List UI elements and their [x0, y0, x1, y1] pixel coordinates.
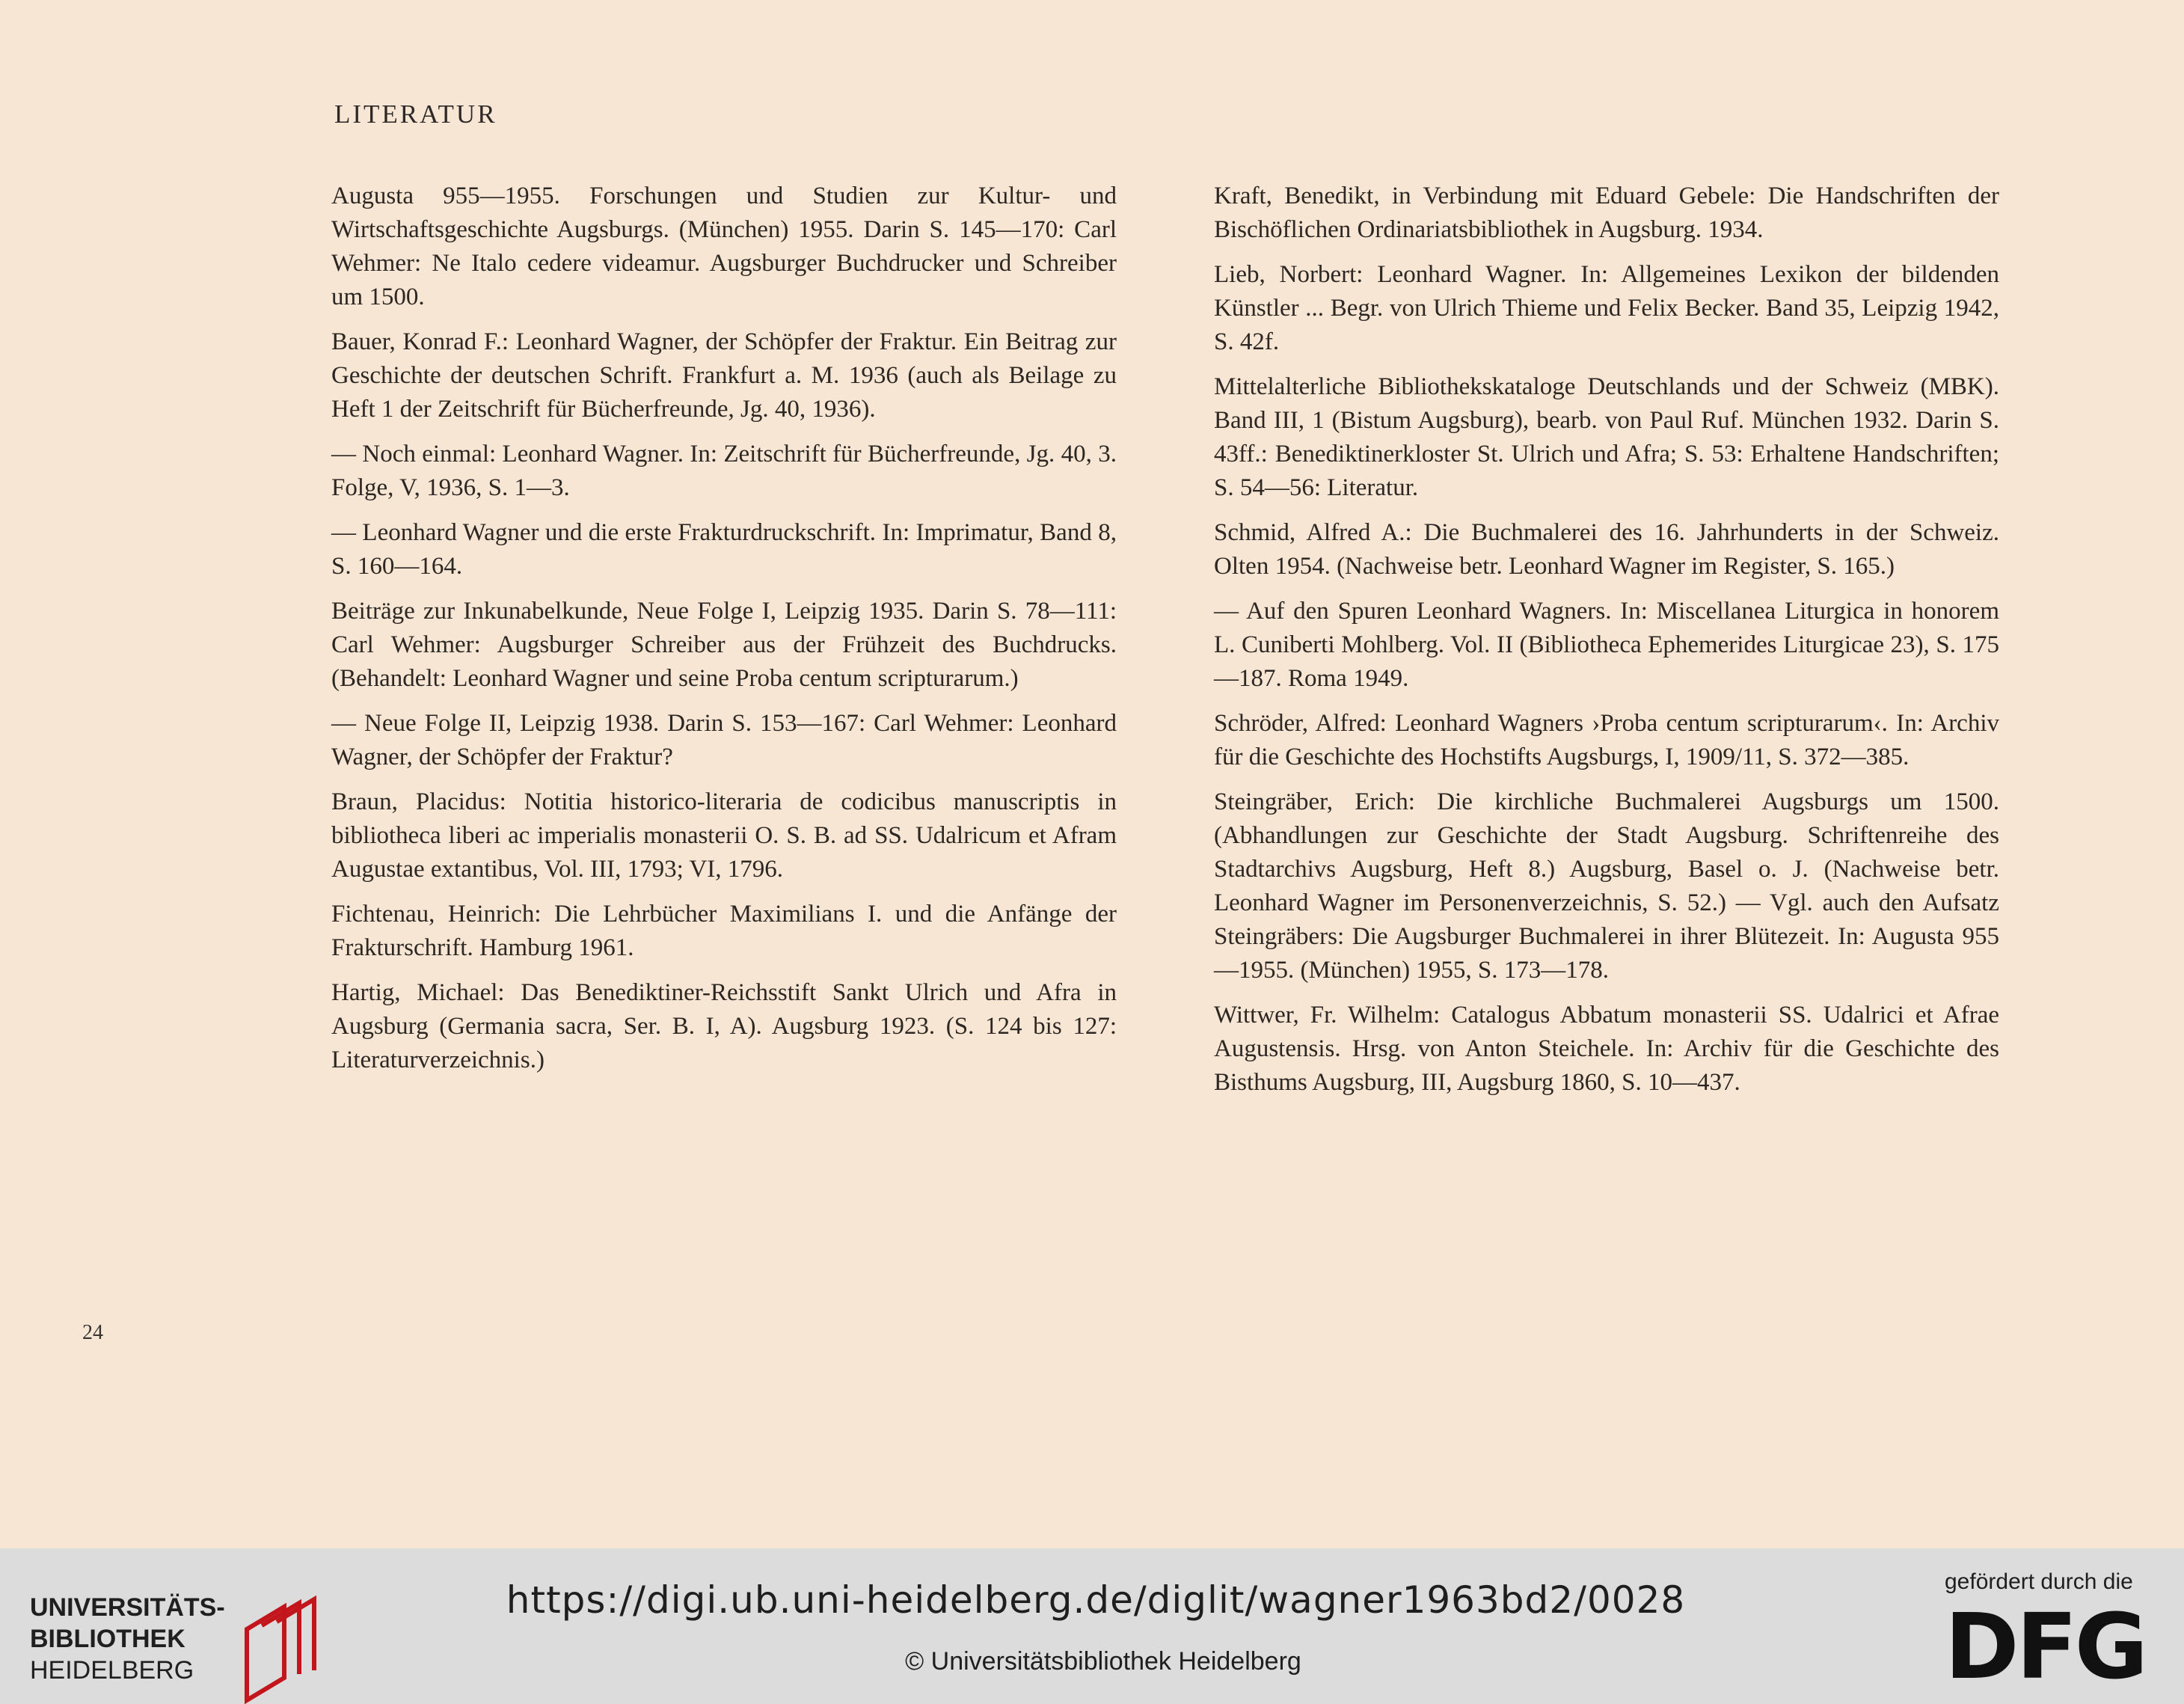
library-name-line3: HEIDELBERG: [30, 1656, 194, 1685]
bibliography-entry: Steingräber, Erich: Die kirchliche Buchmalerei Augsburgs um 1500. (Abhandlungen zur Geschichte der Stadt Augsburg. Schriftenreihe des Stadtarchivs Augsburg, Heft 8.) Augsburg, Basel o. J. (Nachweise betr. Leonhard Wagner im Personenverzeichnis, S. 52.) — Vgl. auch den Aufsatz Steingräbers: Die Augsburger Buchmalerei in ihrer Blütezeit. In: Augusta 955—1955. (München) 1955, S. 173—178.: [1214, 788, 1999, 984]
bibliography-entry: Mittelalterliche Bibliothekskataloge Deutschlands und der Schweiz (MBK). Band III, 1 (Bistum Augsburg), bearb. von Paul Ruf. München 1932. Darin S. 43ff.: Benediktinerkloster St. Ulrich und Afra; S. 53: Erhaltene Handschriften; S. 54—56: Literatur.: [1214, 373, 1999, 501]
page-heading: LITERATUR: [334, 99, 497, 129]
library-name-line1: UNIVERSITÄTS-: [30, 1593, 225, 1622]
bibliography-right-column: [1214, 180, 1999, 1111]
bibliography-entry: Beiträge zur Inkunabelkunde, Neue Folge I, Leipzig 1935. Darin S. 78—111: Carl Wehmer: Augsburger Schreiber aus der Frühzeit des Buchdrucks. (Behandelt: Leonhard Wagner und seine Proba centum scripturarum.): [331, 598, 1117, 692]
dfg-logo-mark: DFG: [1945, 1596, 2146, 1700]
university-library-logo[interactable]: [30, 1592, 314, 1689]
funding-caption: gefördert durch die: [1945, 1569, 2133, 1594]
bibliography-entry: Fichtenau, Heinrich: Die Lehrbücher Maximilians I. und die Anfänge der Frakturschrift. Hamburg 1961.: [331, 901, 1117, 961]
bibliography-entry: Bauer, Konrad F.: Leonhard Wagner, der Schöpfer der Fraktur. Ein Beitrag zur Geschichte der deutschen Schrift. Frankfurt a. M. 1936 (auch als Beilage zu Heft 1 der Zeitschrift für Bücherfreunde, Jg. 40, 1936).: [331, 328, 1117, 423]
bibliography-entry: Wittwer, Fr. Wilhelm: Catalogus Abbatum monasterii SS. Udalrici et Afrae Augustensis. Hrsg. von Anton Steichele. In: Archiv für die Geschichte des Bisthums Augsburg, III, Augsburg 1860, S. 10—437.: [1214, 1002, 1999, 1096]
bibliography-entry: Hartig, Michael: Das Benediktiner-Reichsstift Sankt Ulrich und Afra in Augsburg (Germania sacra, Ser. B. I, A). Augsburg 1923. (S. 124 bis 127: Literaturverzeichnis.): [331, 979, 1117, 1073]
bibliography-entry: — Auf den Spuren Leonhard Wagners. In: Miscellanea Liturgica in honorem L. Cuniberti Mohlberg. Vol. II (Bibliotheca Ephemerides Liturgicae 23), S. 175—187. Roma 1949.: [1214, 598, 1999, 692]
library-name: [30, 1592, 225, 1686]
bibliography-entry: — Neue Folge II, Leipzig 1938. Darin S. 153—167: Carl Wehmer: Leonhard Wagner, der Schöpfer der Fraktur?: [331, 710, 1117, 770]
bibliography-entry: Braun, Placidus: Notitia historico-literaria de codicibus manuscriptis in bibliotheca liberi ac imperialis monasterii O. S. B. ad SS. Udalricum et Afram Augustae extantibus, Vol. III, 1793; VI, 1796.: [331, 788, 1117, 883]
library-name-line2: BIBLIOTHEK: [30, 1625, 185, 1653]
bibliography-entry: Schröder, Alfred: Leonhard Wagners ›Proba centum scripturarum‹. In: Archiv für die Geschichte des Hochstifts Augsburgs, I, 1909/11, S. 372—385.: [1214, 710, 1999, 770]
dfg-logo[interactable]: [1945, 1569, 2169, 1700]
library-books-icon: [224, 1592, 337, 1704]
footer-bar: [0, 1548, 2184, 1704]
bibliography-entry: Augusta 955—1955. Forschungen und Studien zur Kultur- und Wirtschaftsgeschichte Augsburgs. (München) 1955. Darin S. 145—170: Carl Wehmer: Ne Italo cedere videamur. Augsburger Buchdrucker und Schreiber um 1500.: [331, 183, 1117, 310]
copyright-notice: © Universitätsbibliothek Heidelberg: [905, 1647, 1301, 1676]
bibliography-entry: — Noch einmal: Leonhard Wagner. In: Zeitschrift für Bücherfreunde, Jg. 40, 3. Folge, V, 1936, S. 1—3.: [331, 441, 1117, 501]
bibliography-entry: — Leonhard Wagner und die erste Frakturdruckschrift. In: Imprimatur, Band 8, S. 160—164.: [331, 519, 1117, 580]
permalink-url[interactable]: https://digi.ub.uni-heidelberg.de/diglit/wagner1963bd2/0028: [506, 1578, 1686, 1622]
bibliography-entry: Schmid, Alfred A.: Die Buchmalerei des 16. Jahrhunderts in der Schweiz. Olten 1954. (Nachweise betr. Leonhard Wagner im Register, S. 165.): [1214, 519, 1999, 580]
bibliography-entry: Lieb, Norbert: Leonhard Wagner. In: Allgemeines Lexikon der bildenden Künstler ... Begr. von Ulrich Thieme und Felix Becker. Band 35, Leipzig 1942, S. 42f.: [1214, 261, 1999, 355]
bibliography-entry: Kraft, Benedikt, in Verbindung mit Eduard Gebele: Die Handschriften der Bischöflichen Ordinariatsbibliothek in Augsburg. 1934.: [1214, 183, 1999, 243]
page-number: 24: [82, 1321, 103, 1344]
bibliography-left-column: [331, 180, 1117, 1088]
